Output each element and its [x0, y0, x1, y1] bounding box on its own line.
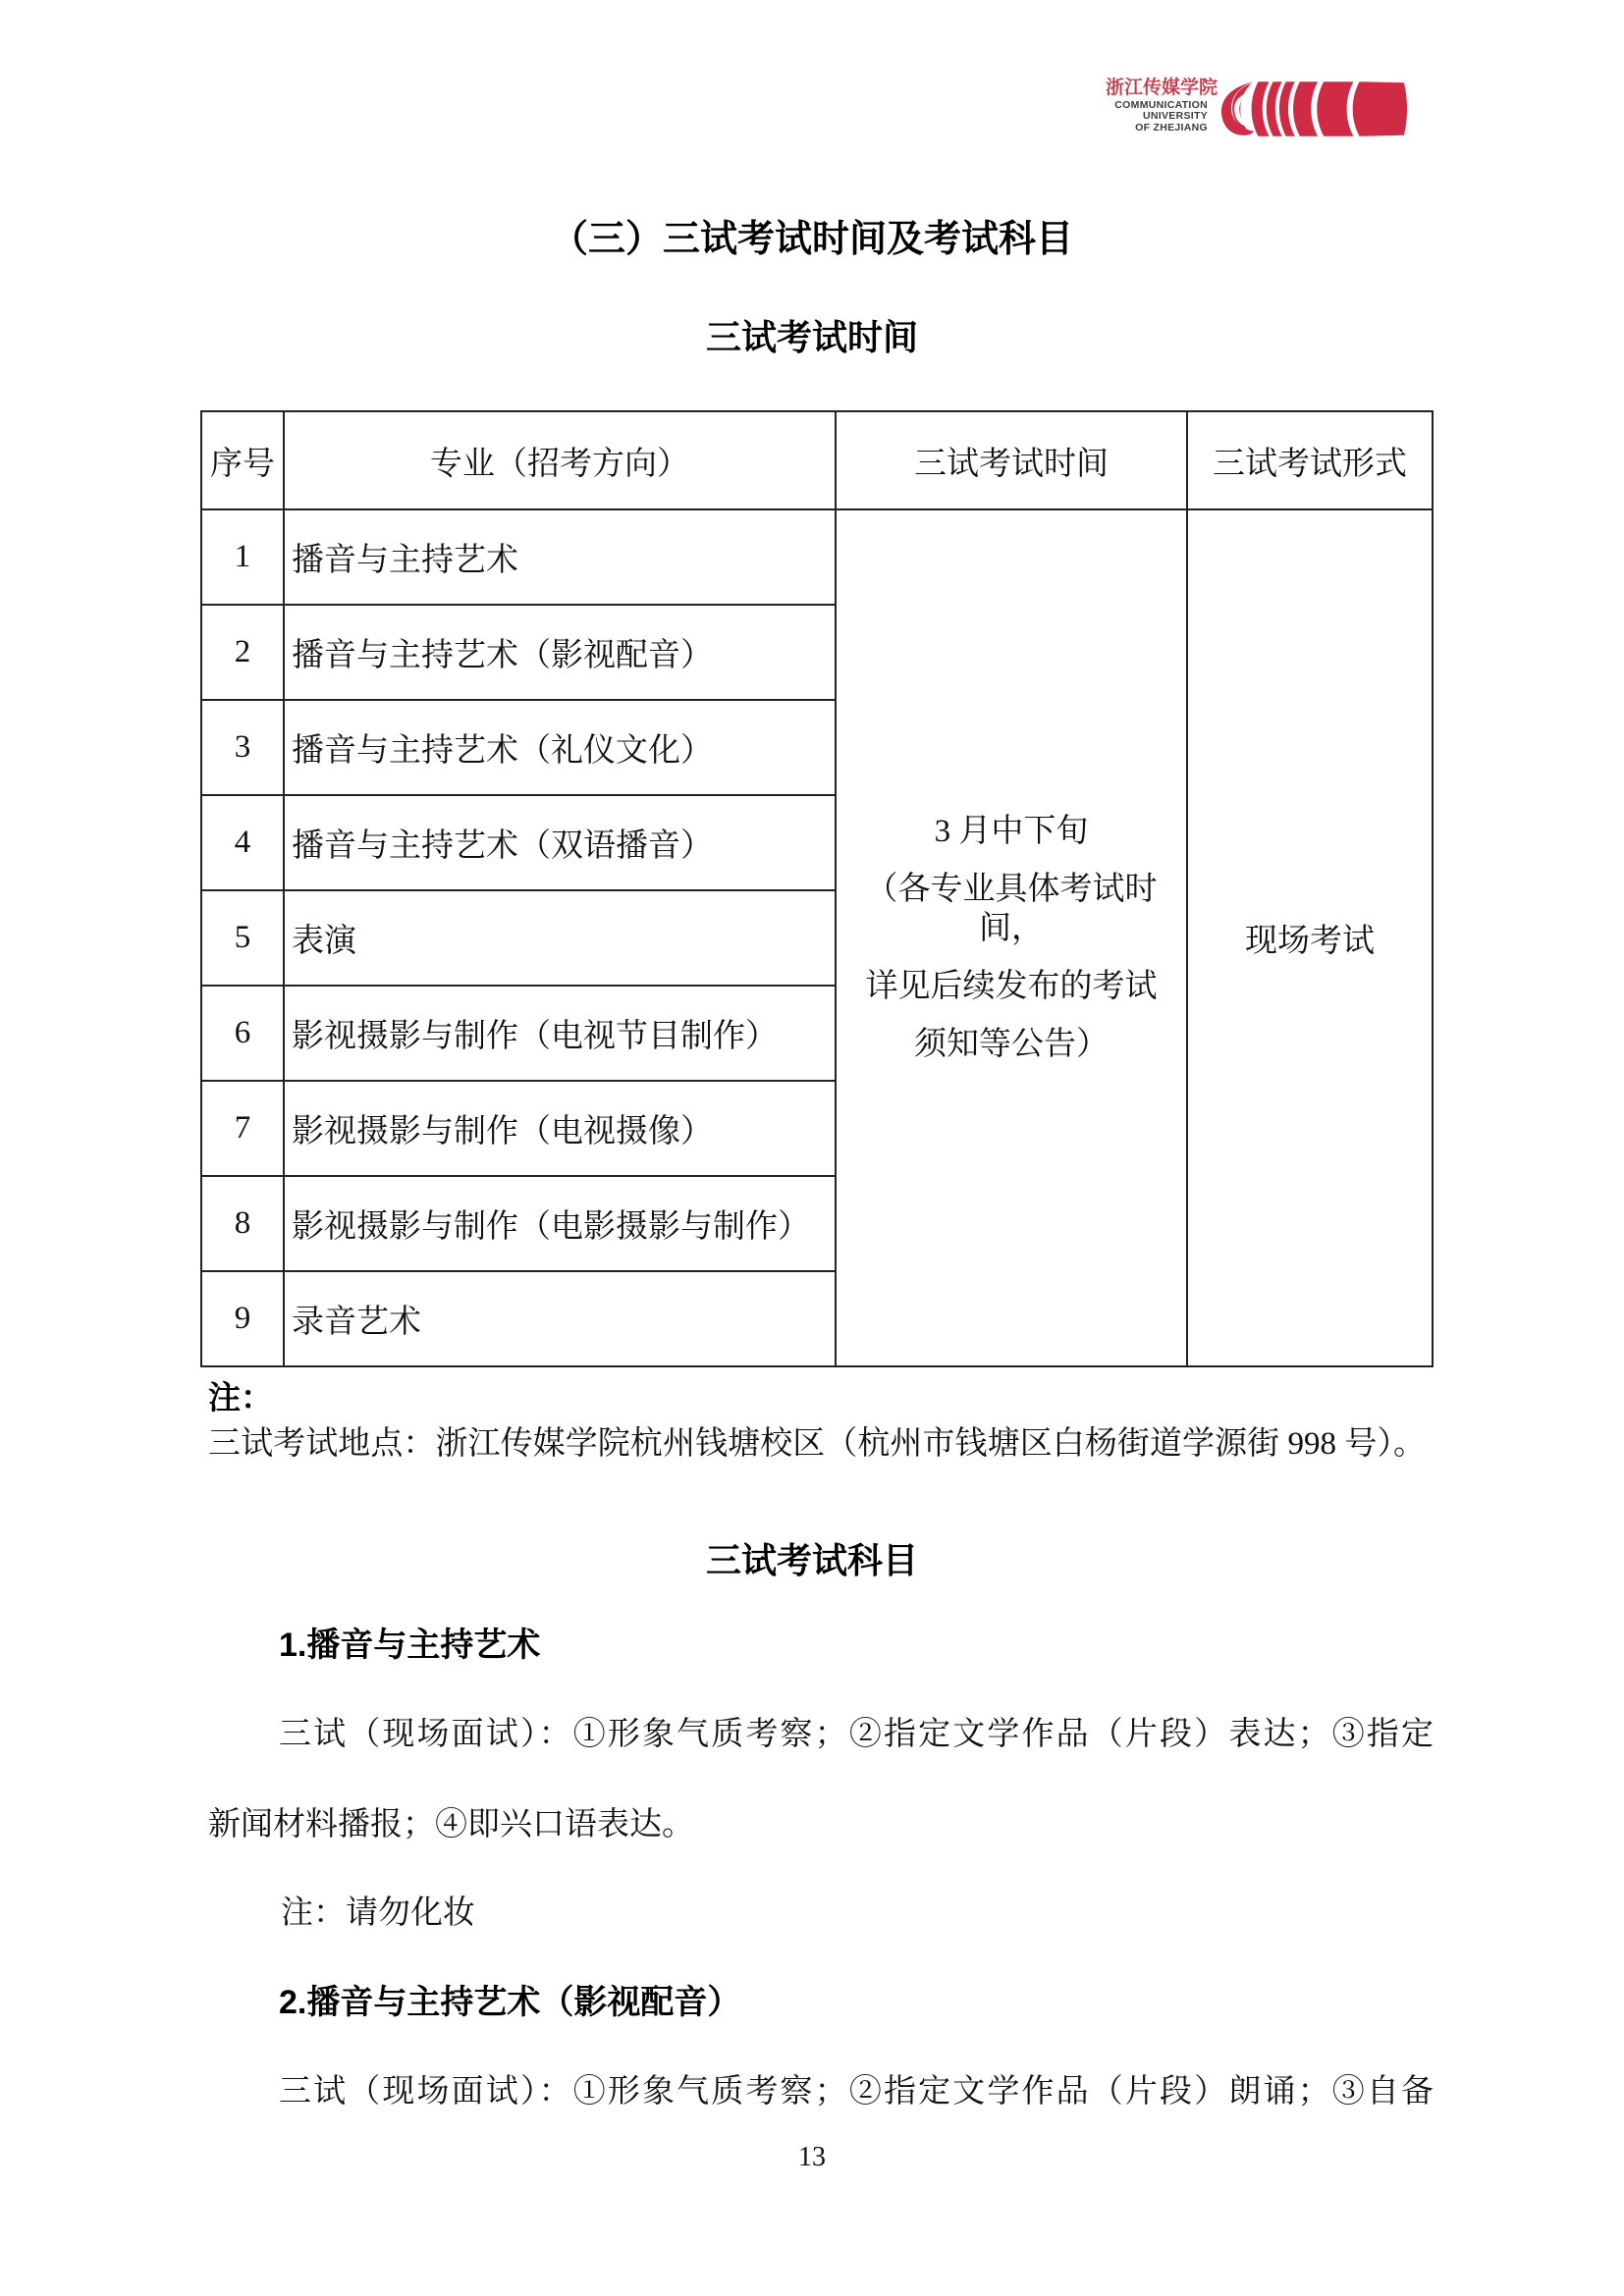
header-cell-no: 序号 — [201, 411, 284, 509]
exam-subjects-heading: 三试考试科目 — [705, 1540, 918, 1580]
exam-time-heading: 三试考试时间 — [705, 317, 918, 357]
exam-format-cell: 现场考试 — [1187, 509, 1433, 1366]
row-major: 表演 — [284, 890, 836, 986]
row-major: 影视摄影与制作（电视摄像） — [284, 1081, 836, 1176]
row-major: 播音与主持艺术 — [284, 509, 836, 605]
row-major: 录音艺术 — [284, 1271, 836, 1366]
row-no: 6 — [201, 986, 284, 1081]
row-major: 播音与主持艺术（影视配音） — [284, 605, 836, 700]
university-name-chinese: 浙江传媒学院 — [1106, 78, 1218, 98]
university-logo — [1106, 79, 1407, 136]
subject-1-line-2: 新闻材料播报；④即兴口语表达。 — [208, 1807, 694, 1842]
header-cell-major: 专业（招考方向） — [284, 411, 836, 509]
table-header-row — [201, 411, 1433, 509]
row-major: 播音与主持艺术（礼仪文化） — [284, 700, 836, 795]
note-label: 注： — [208, 1379, 273, 1415]
exam-time-table-wrap — [200, 410, 1434, 1367]
row-no: 5 — [201, 890, 284, 986]
page-number: 13 — [798, 2142, 826, 2172]
time-line: 3 月中下旬 — [934, 814, 1089, 849]
subject-1-title: 1.播音与主持艺术 — [279, 1627, 541, 1664]
logo-en-line: COMMUNICATION — [1114, 98, 1208, 111]
logo-en-line: UNIVERSITY — [1142, 110, 1208, 123]
logo-en-line: OF ZHEJIANG — [1135, 121, 1208, 133]
header-cell-format: 三试考试形式 — [1187, 411, 1433, 509]
subject-1-note: 注：请勿化妆 — [281, 1896, 475, 1931]
soundwave-logo-icon — [1218, 81, 1407, 136]
exam-location-note: 三试考试地点：浙江传媒学院杭州钱塘校区（杭州市钱塘区白杨街道学源街 998 号）。 — [208, 1426, 1426, 1462]
exam-time-table — [200, 410, 1434, 1367]
subject-1-line-1: 三试（现场面试）：①形象气质考察；②指定文学作品（片段）表达；③指定 — [279, 1717, 1434, 1752]
row-no: 9 — [201, 1271, 284, 1366]
university-name-english — [1106, 100, 1208, 133]
exam-time-cell — [836, 509, 1187, 1366]
row-no: 1 — [201, 509, 284, 605]
subject-2-title: 2.播音与主持艺术（影视配音） — [279, 1984, 741, 2021]
time-line: 须知等公告） — [914, 1027, 1109, 1062]
subject-2-line-1: 三试（现场面试）：①形象气质考察；②指定文学作品（片段）朗诵；③自备 — [279, 2074, 1434, 2109]
page-title: （三）三试考试时间及考试科目 — [550, 219, 1073, 260]
time-line: （各专业具体考试时间， — [865, 872, 1158, 946]
row-major: 影视摄影与制作（电视节目制作） — [284, 986, 836, 1081]
row-major: 播音与主持艺术（双语播音） — [284, 795, 836, 890]
row-no: 7 — [201, 1081, 284, 1176]
row-major: 影视摄影与制作（电影摄影与制作） — [284, 1176, 836, 1271]
row-no: 3 — [201, 700, 284, 795]
time-line: 详见后续发布的考试 — [865, 969, 1158, 1004]
row-no: 8 — [201, 1176, 284, 1271]
row-no: 2 — [201, 605, 284, 700]
logo-text-block — [1106, 78, 1218, 133]
table-row — [201, 509, 1433, 605]
row-no: 4 — [201, 795, 284, 890]
header-cell-time: 三试考试时间 — [836, 411, 1187, 509]
